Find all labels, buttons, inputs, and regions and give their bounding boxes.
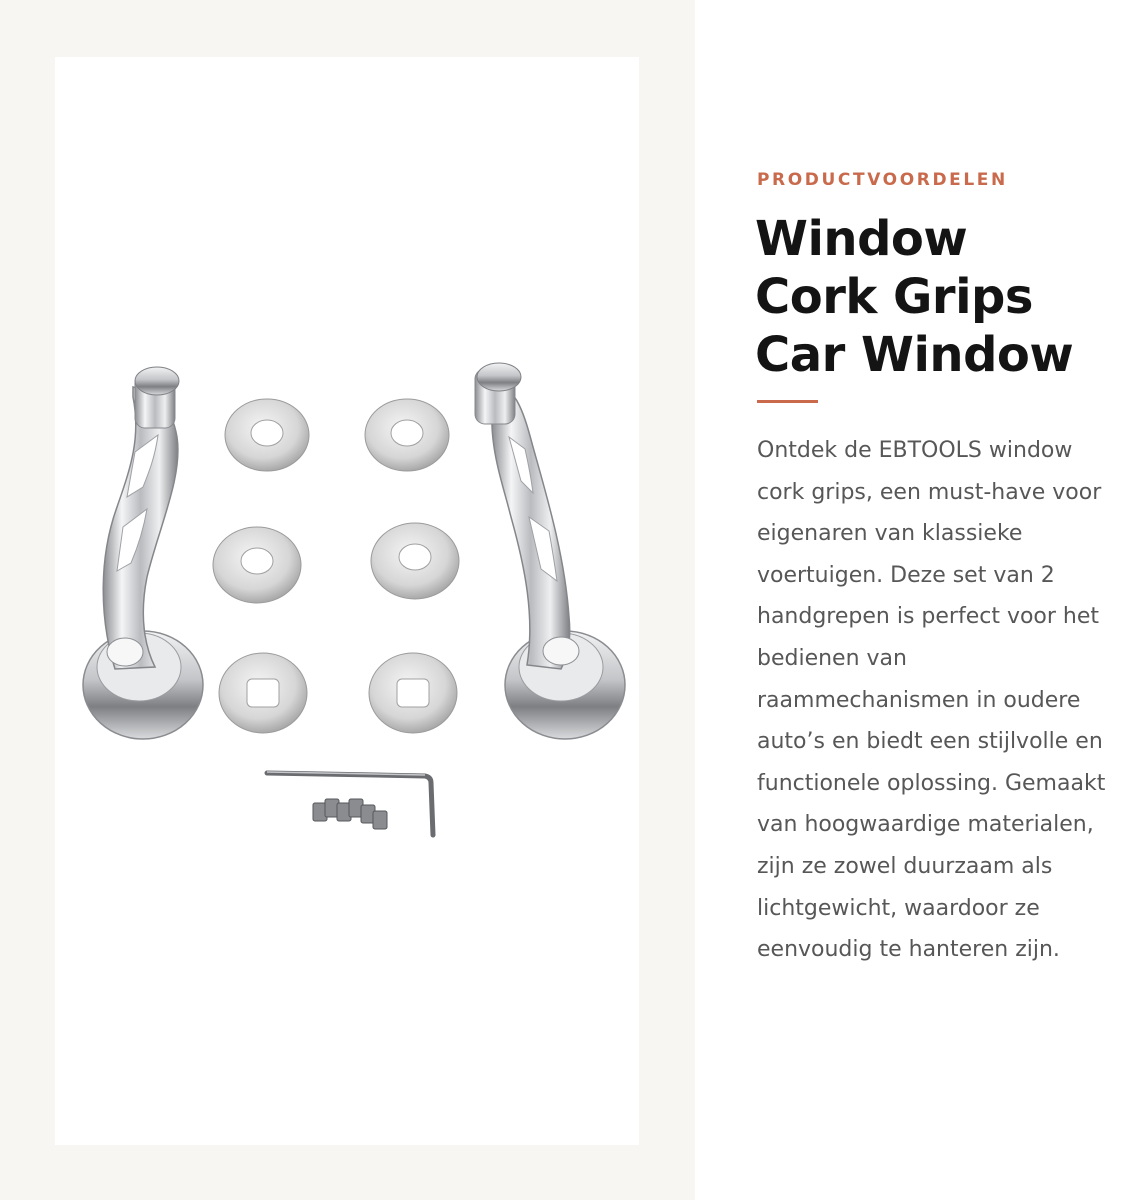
right-crank-handle — [475, 363, 625, 739]
product-image-card — [55, 57, 639, 1145]
section-eyebrow: PRODUCTVOORDELEN — [757, 170, 1008, 190]
product-image — [55, 57, 639, 1145]
accent-divider — [757, 400, 818, 403]
product-description: Ontdek de EBTOOLS window cork grips, een must-have voor eigenaren van klassieke voertuigen. Deze set van 2 handgrepen is perfect voor het bedienen van raammechanismen in oudere auto’s en biedt een stijlvolle en functionele oplossing. Gemaakt van hoogwaardige materialen, zijn ze zowel duurzaam als lichtgewicht, waardoor ze eenvoudig te hanteren zijn. — [757, 438, 1106, 963]
left-crank-handle — [83, 367, 203, 739]
product-title-line-3: Car Window — [755, 327, 1074, 383]
product-title-line-2: Cork Grips — [755, 269, 1033, 325]
product-title-line-1: Window — [755, 211, 968, 267]
set-screws — [313, 799, 387, 829]
product-benefits-panel — [695, 0, 1121, 1200]
product-title — [755, 210, 1115, 384]
spacer-rings — [213, 399, 459, 733]
